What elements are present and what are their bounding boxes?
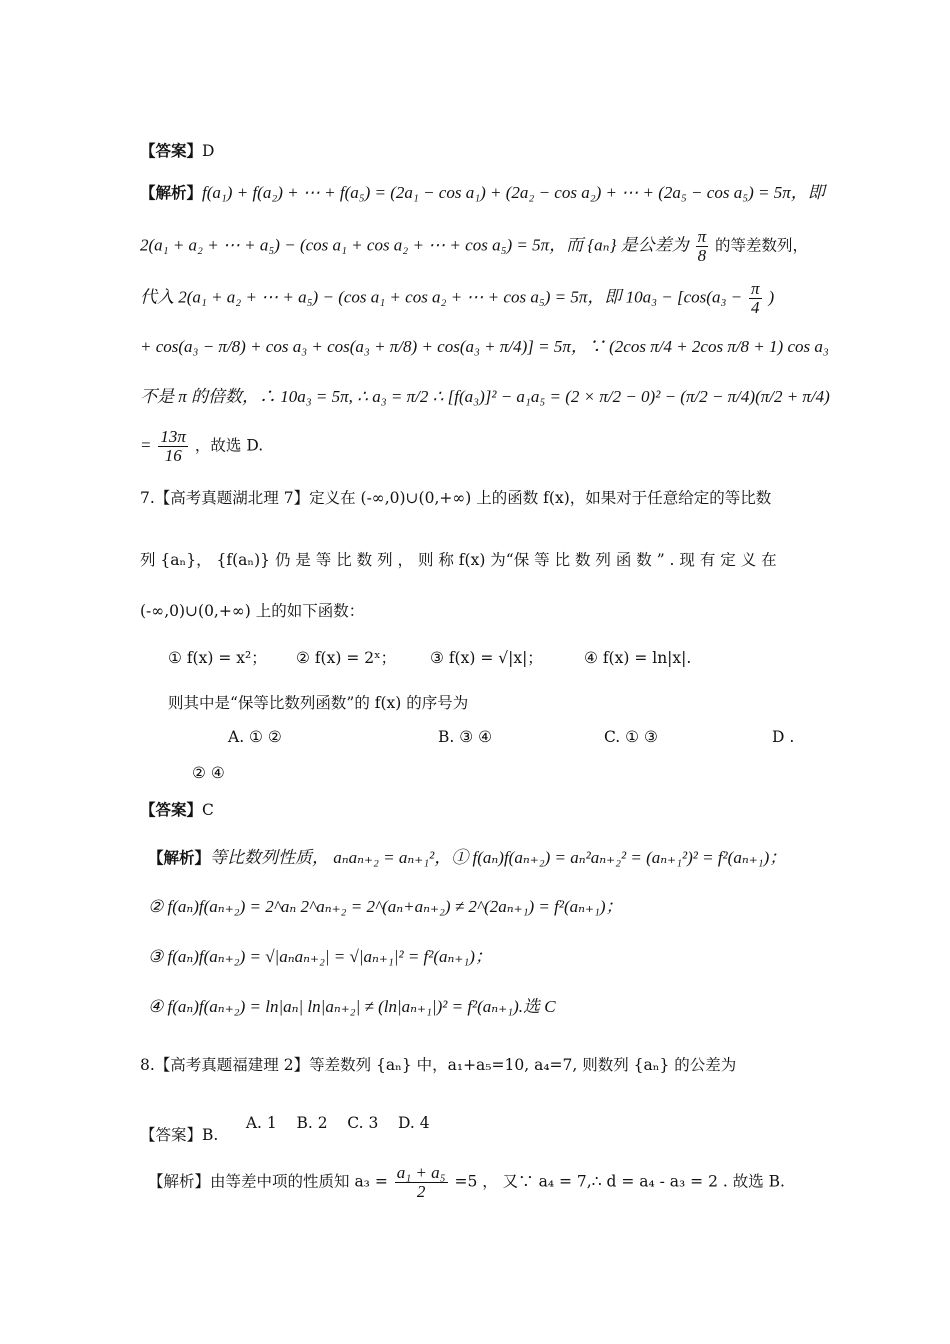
denominator: 4 [751,298,760,317]
q7-option-a [228,728,282,746]
function-item: ④ f(x) = ln|x|. [584,649,692,667]
text: 由等差中项的性质知 a₃ = [210,1172,388,1191]
numerator: π [751,279,760,298]
q7-analysis-1 [148,847,786,869]
fraction [158,428,188,465]
option-text: ② ④ [192,764,225,782]
analysis-label: 【解析】 [140,183,203,202]
fraction [696,228,709,265]
formula: = [140,435,152,455]
numerator: 13π [160,427,186,446]
q7-function-3 [430,647,543,669]
analysis-label: 【解析】 [148,848,211,867]
q7-stem-3 [140,600,364,622]
q6-analysis-line-2 [140,228,808,265]
option-text: B. ③ ④ [438,728,492,746]
option-text: A. ① ② [228,728,282,746]
answer-value: D [202,142,215,160]
q7-function-4 [584,647,691,669]
q7-question [168,692,468,714]
q7-option-d-content [192,764,225,782]
formula: ) [768,287,775,307]
formula: ④ f(aₙ)f(aₙ₊₂) = ln|aₙ| ln|aₙ₊₂| ≠ (ln|aₙ₊₁|)² = f²(aₙ₊₁).选 C [148,997,556,1016]
q7-analysis-3 [148,946,492,968]
q7-analysis-4 [148,996,556,1018]
answer-label: 【答案】 [140,800,203,819]
formula: f(a₁) + f(a₂) + ⋯ + f(a₅) = (2a₁ − cos a₁) + (2a₂ − cos a₂) + ⋯ + (2a₅ − cos a₅) = 5π，即 [202,183,825,202]
question-text: 则其中是“保等比数列函数”的 f(x) 的序号为 [168,694,469,712]
option-text: D . [772,728,795,746]
text: 的等差数列， [715,236,809,255]
q7-answer [140,799,214,821]
q7-stem-1 [140,487,771,509]
option-text: A. 1 B. 2 C. 3 D. 4 [245,1114,430,1132]
q6-analysis-line-3 [140,280,774,317]
q6-analysis-line-5 [140,386,830,408]
q8-analysis [148,1164,785,1201]
numerator: a₁ + a₅ [396,1163,446,1182]
option-text: C. ① ③ [604,728,658,746]
answer-value: C [202,801,214,819]
fraction [395,1164,448,1201]
q6-analysis-line-6 [140,428,263,465]
question-text: 等差数列 {aₙ} 中，a₁+a₅=10, a₄=7, 则数列 {aₙ} 的公差为 [309,1056,737,1074]
fraction [749,280,762,317]
q7-function-1 [168,647,267,669]
q8-options [236,1090,430,1134]
analysis-label: 【解析】 [148,1172,211,1191]
formula: ③ f(aₙ)f(aₙ₊₂) = √|aₙaₙ₊₂| = √|aₙ₊₁|² = f²(aₙ₊₁)； [148,947,492,966]
question-source: 【高考真题福建理 2】 [154,1056,310,1074]
question-number: 7. [140,489,155,507]
text: =5 ， 又∵ a₄ = 7,∴ d = a₄ - a₃ = 2 . 故选 B. [454,1172,785,1191]
q6-analysis-line-1 [140,182,825,204]
numerator: π [697,227,707,246]
question-text: 列 {aₙ}， {f(aₙ)} 仍 是 等 比 数 列 ， 则 称 f(x) 为“保 等 比 数 列 函 数 ” . 现 有 定 义 在 [140,551,777,569]
formula: 等比数列性质， aₙaₙ₊₂ = aₙ₊₁²，① f(aₙ)f(aₙ₊₂) = aₙ²aₙ₊₂² = (aₙ₊₁²)² = f²(aₙ₊₁)； [210,848,787,867]
question-source: 【高考真题湖北理 7】 [154,489,310,507]
denominator: 8 [697,246,707,265]
q7-function-2 [296,647,396,669]
function-item: ① f(x) = x²； [168,649,267,667]
q7-option-d [772,728,794,746]
denominator: 16 [164,446,182,465]
answer-label: 【答案】 [140,141,203,160]
q8-answer [140,1124,218,1146]
function-item: ② f(x) = 2ˣ； [296,649,397,667]
formula: ② f(aₙ)f(aₙ₊₂) = 2^aₙ 2^aₙ₊₂ = 2^(aₙ+aₙ₊₂) ≠ 2^(2aₙ₊₁) = f²(aₙ₊₁)； [148,897,623,916]
q8-stem [140,1054,736,1076]
formula: 不是 π 的倍数，∴ 10a₃ = 5π, ∴ a₃ = π/2 ∴ [f(a₃)]² − a₁a₅ = (2 × π/2 − 0)² − (π/2 − π/4)(π/2 + π/4) [140,387,830,406]
formula: 代入 2(a₁ + a₂ + ⋯ + a₅) − (cos a₁ + cos a₂ + ⋯ + cos a₅) = 5π，即 10a₃ − [cos(a₃ − [140,287,743,307]
question-text: (-∞,0)∪(0,+∞) 上的如下函数： [140,602,365,620]
answer-text: 【答案】B. [140,1126,219,1144]
function-item: ③ f(x) = √|x|； [430,649,543,667]
q6-answer [140,140,214,162]
q7-stem-2 [140,549,777,571]
q7-option-c [604,728,658,746]
q6-analysis-line-4 [140,336,829,358]
denominator: 2 [416,1182,426,1201]
question-text: 定义在 (-∞,0)∪(0,+∞) 上的函数 f(x)，如果对于任意给定的等比数 [309,489,772,507]
q7-option-b [438,728,492,746]
formula: 2(a₁ + a₂ + ⋯ + a₅) − (cos a₁ + cos a₂ + ⋯ + cos a₅) = 5π，而 {aₙ} 是公差为 [140,235,689,255]
formula: + cos(a₃ − π/8) + cos a₃ + cos(a₃ + π/8) + cos(a₃ + π/4)] = 5π，∵ (2cos π/4 + 2cos π/8 + 1) cos a₃ [140,337,829,356]
q7-analysis-2 [148,896,623,918]
question-number: 8. [140,1056,155,1074]
text: ，故选 D. [194,436,264,455]
